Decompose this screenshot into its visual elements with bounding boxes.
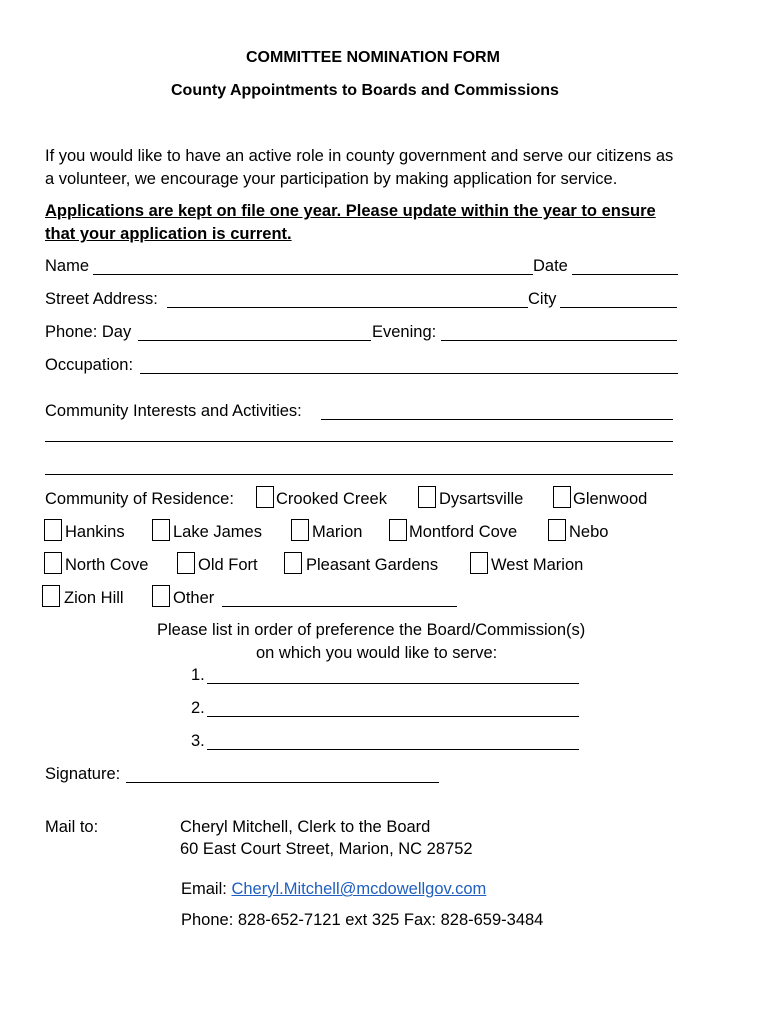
street-address-label: Street Address: [45,290,158,308]
checkbox-lake-james[interactable] [152,519,170,541]
checkbox-hankins[interactable] [44,519,62,541]
date-field[interactable] [572,274,678,275]
option-north-cove: North Cove [65,556,149,574]
option-pleasant-gardens: Pleasant Gardens [306,556,439,574]
option-dysartsville: Dysartsville [439,490,524,508]
mail-to-label: Mail to: [45,818,99,836]
signature-field[interactable] [126,782,439,783]
preference-field-1[interactable] [207,683,579,684]
interests-field-3[interactable] [45,474,673,475]
name-field[interactable] [93,274,533,275]
notice-line-1: Applications are kept on file one year. Please update within the year to ensure [45,202,656,220]
preference-number-2: 2. [191,699,205,717]
notice-line-2: that your application is current. [45,225,292,243]
option-other: Other [173,589,215,607]
phone-fax-line: Phone: 828-652-7121 ext 325 Fax: 828-659-3484 [181,911,544,929]
preference-field-3[interactable] [207,749,579,750]
other-field[interactable] [222,606,457,607]
interests-field-2[interactable] [45,441,673,442]
option-marion: Marion [312,523,363,541]
email-label: Email: [181,880,232,898]
street-address-field[interactable] [167,307,528,308]
checkbox-old-fort[interactable] [177,552,195,574]
residence-label: Community of Residence: [45,490,234,508]
name-label: Name [45,257,90,275]
evening-label: Evening: [372,323,437,341]
checkbox-glenwood[interactable] [553,486,571,508]
checkbox-crooked-creek[interactable] [256,486,274,508]
preference-line-2: on which you would like to serve: [256,644,498,662]
mail-recipient: Cheryl Mitchell, Clerk to the Board [180,818,431,836]
interests-field-1[interactable] [321,419,673,420]
preference-number-1: 1. [191,666,205,684]
intro-line-2: a volunteer, we encourage your participation by making application for service. [45,170,618,188]
city-label: City [528,290,557,308]
phone-day-field[interactable] [138,340,371,341]
checkbox-marion[interactable] [291,519,309,541]
preference-field-2[interactable] [207,716,579,717]
option-crooked-creek: Crooked Creek [276,490,387,508]
checkbox-nebo[interactable] [548,519,566,541]
signature-label: Signature: [45,765,121,783]
checkbox-zion-hill[interactable] [42,585,60,607]
option-lake-james: Lake James [173,523,262,541]
option-hankins: Hankins [65,523,125,541]
checkbox-dysartsville[interactable] [418,486,436,508]
email-link[interactable]: Cheryl.Mitchell@mcdowellgov.com [231,880,487,898]
option-zion-hill: Zion Hill [64,589,124,607]
form-title: COMMITTEE NOMINATION FORM [246,49,500,66]
mail-address: 60 East Court Street, Marion, NC 28752 [180,840,473,858]
option-glenwood: Glenwood [573,490,648,508]
city-field[interactable] [560,307,677,308]
interests-label: Community Interests and Activities: [45,402,302,420]
preference-line-1: Please list in order of preference the Board/Commission(s) [157,621,586,639]
evening-phone-field[interactable] [441,340,677,341]
checkbox-pleasant-gardens[interactable] [284,552,302,574]
preference-number-3: 3. [191,732,205,750]
checkbox-north-cove[interactable] [44,552,62,574]
checkbox-montford-cove[interactable] [389,519,407,541]
checkbox-other[interactable] [152,585,170,607]
option-nebo: Nebo [569,523,609,541]
occupation-label: Occupation: [45,356,134,374]
option-west-marion: West Marion [491,556,584,574]
option-montford-cove: Montford Cove [409,523,518,541]
date-label: Date [533,257,568,275]
email-line [181,880,486,899]
form-subtitle: County Appointments to Boards and Commissions [171,82,559,99]
option-old-fort: Old Fort [198,556,258,574]
phone-day-label: Phone: Day [45,323,132,341]
occupation-field[interactable] [140,373,678,374]
checkbox-west-marion[interactable] [470,552,488,574]
intro-line-1: If you would like to have an active role in county government and serve our citizens as [45,147,674,165]
